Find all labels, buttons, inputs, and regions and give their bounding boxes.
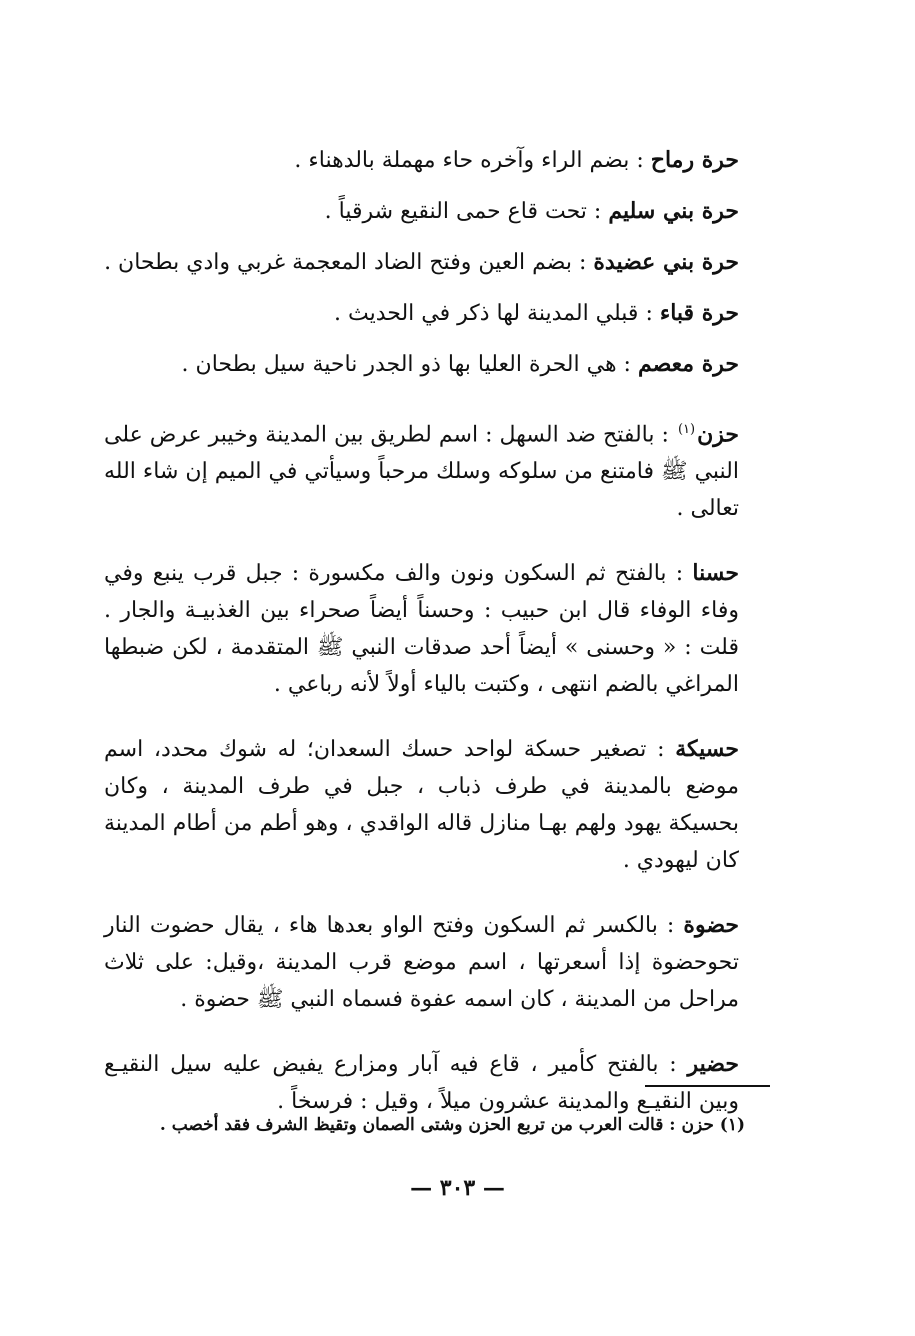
- entry-text: : بالفتح ضد السهل : اسم لطريق بين المدينة وخيبر عرض على النبي ﷺ فامتنع من سلوكه وسلك مرحباً وسيأتي في الميم إن شاء الله تعالى .: [104, 422, 739, 522]
- page-number: — ٣٠٣ —: [410, 1175, 505, 1201]
- entry-harrat-rimah: [104, 142, 739, 179]
- entry-husayka: [104, 731, 739, 879]
- entry-term: حضير: [687, 1051, 739, 1078]
- entry-harrat-bani-udayda: [104, 244, 739, 281]
- entry-hazn: [104, 411, 739, 527]
- entry-term: حرة رماح: [650, 147, 739, 173]
- entry-term: حرة بني سليم: [608, 198, 739, 224]
- entry-text: : تحت قاع حمى النقيع شرقياً .: [324, 199, 609, 224]
- entry-term: حرة قباء: [659, 300, 739, 326]
- entry-term: حرة معصم: [637, 351, 739, 377]
- entry-text: : هي الحرة العليا بها ذو الجدر ناحية سيل بطحان .: [181, 352, 638, 377]
- footnote-marker: (١): [677, 422, 696, 437]
- entry-text: : بضم الراء وآخره حاء مهملة بالدهناء .: [294, 148, 651, 173]
- footnote: (١) حزن : قالت العرب من تربع الحزن وشتى الصمان وتقيظ الشرف فقد أخصب .: [159, 1115, 745, 1135]
- entry-hidwa: [104, 907, 739, 1018]
- entry-text: : بالكسر ثم السكون وفتح الواو بعدها هاء ، يقال حضوت النار تحوحضوة إذا أسعرتها ، اسم موضع قرب المدينة ،وقيل: على ثلاث مراحل من المدينة ، كان اسمه عفوة فسماه النبي ﷺ حضوة .: [104, 913, 739, 1013]
- entry-harrat-quba: [104, 295, 739, 332]
- entry-harrat-misam: [104, 346, 739, 383]
- entry-term: حضوة: [683, 912, 739, 939]
- entries-list: [104, 142, 739, 1148]
- entry-term: حسيكة: [675, 736, 739, 763]
- entry-text: : تصغير حسكة لواحد حسك السعدان؛ له شوك محدد، اسم موضع بالمدينة في طرف ذباب ، جبل في طرف المدينة ، وكان بحسيكة يهود ولهم بهـا منازل قاله الواقدي ، وهو أطم من أطام المدينة كان ليهودي .: [104, 737, 739, 874]
- entry-term: حسنا: [692, 560, 739, 587]
- entry-text: : بضم العين وفتح الضاد المعجمة غربي وادي بطحان .: [104, 250, 594, 275]
- entry-text: : بالفتح ثم السكون ونون والف مكسورة : جبل قرب ينبع وفي وفاء الوفاء قال ابن حبيب : وحسناً أيضاً صحراء بين الغذبيـة والجار . قلت : « وحسنى » أيضاً أحد صدقات النبي ﷺ المتقدمة ، لكن ضبطها المراغي بالضم انتهى ، وكتبت بالياء أولاً لأنه رباعي .: [104, 561, 739, 698]
- entry-husna: [104, 555, 739, 703]
- entry-term: حزن: [697, 421, 739, 448]
- entry-hudayr: [104, 1046, 739, 1120]
- entry-text: : بالفتح كأمير ، قاع فيه آبار ومزارع يفيض عليه سيل النقيـع وبين النقيـع والمدينة عشرون ميلاً ، وقيل : فرسخاً .: [104, 1052, 739, 1115]
- entry-term: حرة بني عضيدة: [593, 249, 739, 275]
- footnote-divider: [645, 1085, 770, 1087]
- entry-harrat-bani-sulaym: [104, 193, 739, 230]
- entry-text: : قبلي المدينة لها ذكر في الحديث .: [333, 301, 660, 326]
